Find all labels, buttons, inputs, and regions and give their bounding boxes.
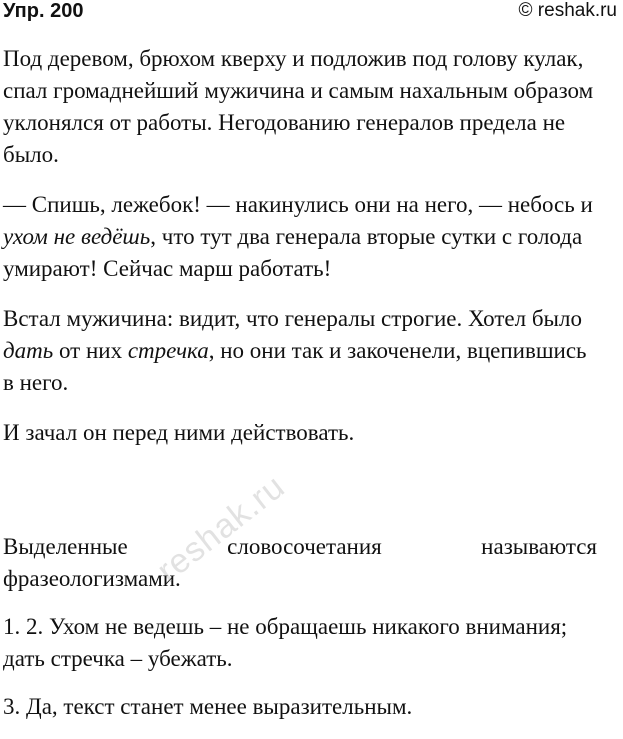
answer-intro-line-2: фразеологизмами. [3, 566, 181, 591]
answer-1-2: 1. 2. Ухом не ведешь – не обращаешь никакого внимания; дать стречка – убежать. [3, 614, 568, 671]
paragraph-1: Под деревом, брюхом кверху и подложив под голову кулак, спал громаднейший мужичина и самым нахальным образом уклонялся от работы. Негодованию генералов предела не было. [3, 46, 594, 167]
watermark-logo: reshak.ru [150, 467, 293, 590]
paragraph-3-part-e: , но они так и закоченели, вцепившись в него. [3, 338, 587, 395]
exercise-content [3, 43, 597, 739]
page-header [0, 0, 623, 24]
paragraph-2-part-c: , что тут два генерала вторые сутки с голода умирают! Сейчас марш работать! [3, 224, 583, 281]
paragraph-2 [3, 189, 597, 285]
answer-intro [3, 531, 597, 595]
paragraph-3 [3, 303, 597, 399]
paragraph-3-part-a: Встал мужичина: видит, что генералы строгие. Хотел было [3, 306, 582, 331]
paragraph-2-part-a: — Спишь, лежебок! — накинулись они на него, — небось и [3, 192, 593, 217]
paragraph-3-part-c: от них [53, 338, 128, 363]
answer-intro-line-1: Выделенные словосочетания называются [3, 534, 597, 559]
section-gap [3, 467, 597, 531]
answer-3: 3. Да, текст станет менее выразительным. [3, 694, 413, 719]
idiom-strechka: стречка [127, 338, 209, 363]
exercise-title: Упр. 200 [3, 0, 84, 22]
idiom-ukhom-ne-vedesh: ухом не ведёшь [3, 224, 151, 249]
paragraph-4: И зачал он перед ними действовать. [3, 420, 355, 445]
source-credit: © reshak.ru [518, 0, 617, 21]
idiom-dat: дать [3, 338, 54, 363]
